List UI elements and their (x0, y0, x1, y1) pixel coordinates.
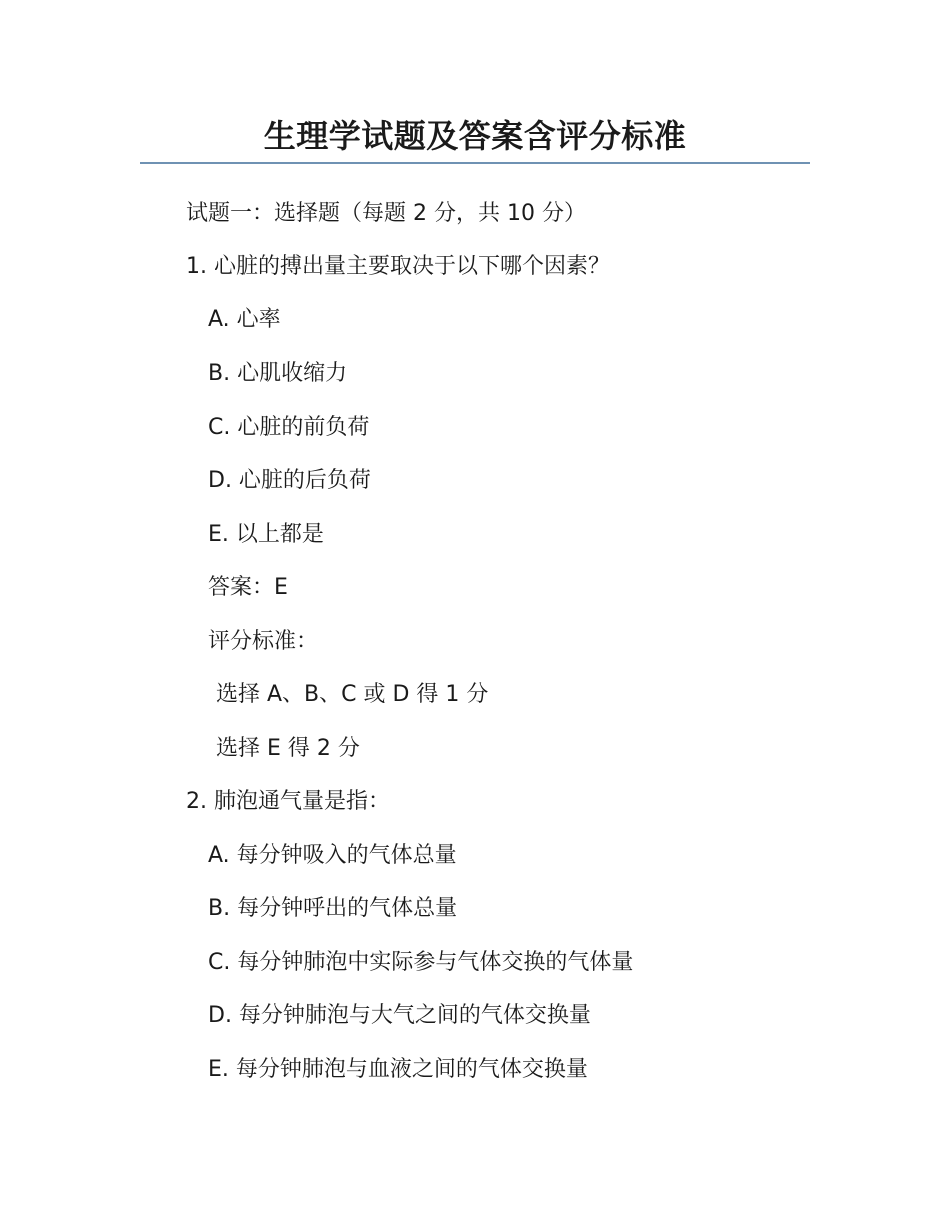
question-1-option-b: B. 心肌收缩力 (208, 361, 348, 386)
question-1-option-c: C. 心脏的前负荷 (208, 415, 370, 440)
question-2-option-c: C. 每分钟肺泡中实际参与气体交换的气体量 (208, 950, 634, 975)
question-1-answer: 答案：E (208, 575, 288, 600)
section-heading: 试题一：选择题（每题 2 分，共 10 分） (186, 201, 586, 226)
question-2-option-e: E. 每分钟肺泡与血液之间的气体交换量 (208, 1057, 588, 1082)
question-1-option-e: E. 以上都是 (208, 522, 324, 547)
question-1-scoring-rule: 选择 E 得 2 分 (216, 736, 360, 761)
page-title: 生理学试题及答案含评分标准 (263, 117, 687, 155)
question-2-option-b: B. 每分钟呼出的气体总量 (208, 896, 458, 921)
question-1-stem: 1. 心脏的搏出量主要取决于以下哪个因素？ (186, 254, 610, 279)
question-2-option-d: D. 每分钟肺泡与大气之间的气体交换量 (208, 1003, 591, 1028)
question-1-option-d: D. 心脏的后负荷 (208, 468, 371, 493)
title-divider (140, 162, 810, 164)
question-2-option-a: A. 每分钟吸入的气体总量 (208, 843, 457, 868)
question-1-option-a: A. 心率 (208, 307, 281, 332)
question-2-stem: 2. 肺泡通气量是指： (186, 789, 390, 814)
question-1-scoring-label: 评分标准： (208, 629, 319, 654)
question-1-scoring-rule: 选择 A、B、C 或 D 得 1 分 (216, 682, 489, 707)
